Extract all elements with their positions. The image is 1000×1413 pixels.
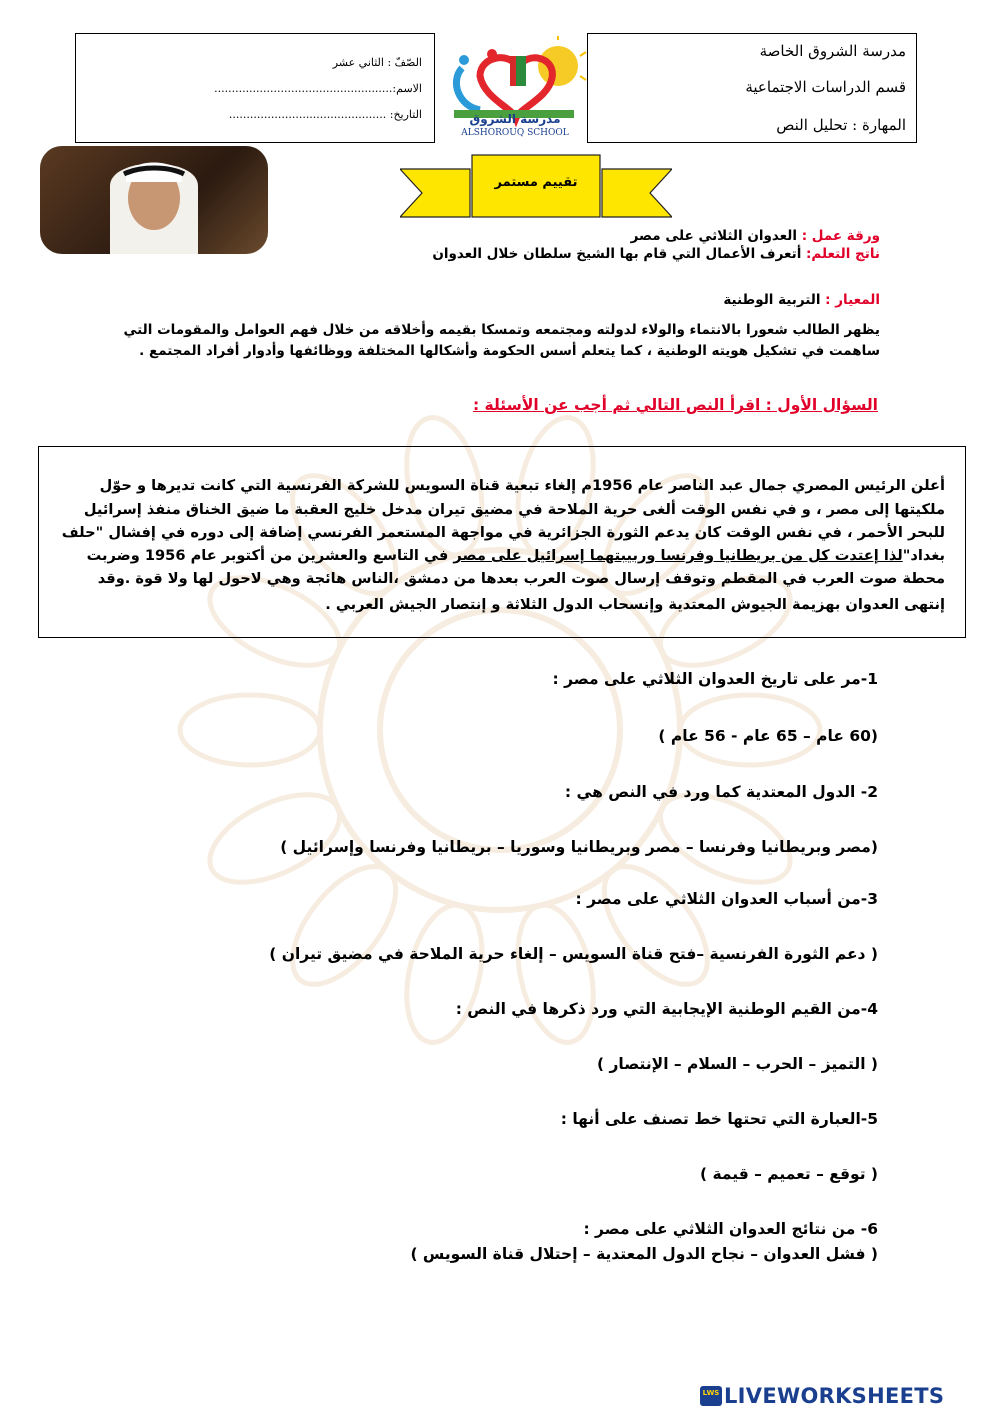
grade-label: الصّفّ : الثاني عشر <box>332 56 422 69</box>
reading-passage-box <box>38 446 966 638</box>
brand-badge: LWS <box>702 1389 720 1397</box>
liveworksheets-brand <box>700 1384 992 1408</box>
underlined-phrase: لذا إعتدت كل من بريطانيا وفرنسا وربيبتهما إسرائيل على مصر <box>453 547 903 564</box>
learning-outcome <box>320 246 880 262</box>
question-5-prompt: 5-العبارة التي تحتها خط تصنف على أنها : <box>560 1110 878 1128</box>
standard-label: المعيار : <box>825 292 880 308</box>
watermark-petal <box>506 898 605 1050</box>
brand-name: LIVEWORKSHEETS <box>724 1384 945 1408</box>
passage-line-2: ملكيتها إلى مصر ، و في نفس الوقت ألغى حرية الملاحة في مضيق تيران مدخل خليج العقبة ما ضيق الخناق منفذ إسرائيل <box>83 501 945 518</box>
watermark-petal <box>395 898 494 1050</box>
school-info-box <box>587 33 917 143</box>
question-1-prompt: 1-مر على تاريخ العدوان الثلاثي على مصر : <box>552 670 878 688</box>
worksheet-title-label: ورقة عمل : <box>801 228 880 244</box>
watermark-petal <box>180 695 320 765</box>
passage-line-5: محطة صوت العرب في المقطم وتوقف إرسال صوت العرب بعدها من دمشق ،الناس هائجة وهي لاحول لها ولا قوة .وقد <box>97 570 945 587</box>
question-1-options[interactable]: (60 عام – 65 عام - 56 عام ) <box>658 727 878 745</box>
logo-english-name: ALSHOROUQ SCHOOL <box>461 128 569 138</box>
standard-description-line-2: ساهمت في تشكيل هويته الوطنية ، كما يتعلم أسس الحكومة وأشكالها المختلفة ووظائفها وأدوار أفراد المجتمع . <box>139 343 880 359</box>
question-one-heading: السؤال الأول : اقرأ النص التالي ثم أجب عن الأسئلة : <box>472 396 878 414</box>
worksheet-title <box>320 228 880 244</box>
student-info-box <box>75 33 435 143</box>
passage-line-4 <box>45 545 945 568</box>
question-4-options[interactable]: ( التميز – الحرب – السلام – الإنتصار ) <box>597 1055 878 1073</box>
question-4-prompt: 4-من القيم الوطنية الإيجابية التي ورد ذكرها في النص : <box>455 1000 878 1018</box>
passage-line-1: أعلن الرئيس المصري جمال عبد الناصر عام 1956م إلغاء تبعية قناة السويس للشركة الفرنسية التي كانت تديرها و حوّل <box>99 477 945 494</box>
standard <box>280 292 880 308</box>
student-photo <box>40 146 268 254</box>
ribbon-label: تقييم مستمر <box>494 175 578 190</box>
question-5-options[interactable]: ( توقع – تعميم – قيمة ) <box>699 1165 878 1183</box>
standard-value: التربية الوطنية <box>723 292 826 308</box>
question-3-options[interactable]: ( دعم الثورة الفرنسية –فتح قناة السويس – إلغاء حرية الملاحة في مضيق تيران ) <box>269 945 878 963</box>
question-6-options[interactable]: ( فشل العدوان – نجاح الدول المعتدية – إحتلال قناة السويس ) <box>410 1245 878 1263</box>
learning-outcome-label: ناتج التعلم: <box>806 246 880 262</box>
question-2-options[interactable]: (مصر وبريطانيا وفرنسا – مصر وبريطانيا وسوريا – بريطانيا وفرنسا وإسرائيل ) <box>280 838 878 856</box>
portrait-image <box>40 146 268 254</box>
school-logo <box>440 36 590 142</box>
passage-line-6: إنتهى العدوان بهزيمة الجيوش المعتدية وإنسحاب الدول الثلاثة و إنتصار الجيش العربي . <box>325 596 945 613</box>
logo-arabic-name: مدرسة الشروق <box>469 112 561 126</box>
date-field[interactable]: التاريخ: ............................................. <box>228 108 422 121</box>
passage-line-4-start: بغداد" <box>902 547 945 564</box>
skill-name: المهارة : تحليل النص <box>776 116 906 134</box>
learning-outcome-value: أتعرف الأعمال التي قام بها الشيخ سلطان خلال العدوان <box>432 246 807 262</box>
name-field[interactable]: الاسم:................................................... <box>214 82 422 95</box>
passage-line-3: للبحر الأحمر ، في نفس الوقت كان يدعم الثورة الجزائرية في مواجهة المستعمر الفرنسي إضافة إلى دوره في إفشال "حلف <box>61 524 945 541</box>
question-3-prompt: 3-من أسباب العدوان الثلاثي على مصر : <box>575 890 878 908</box>
question-6-prompt: 6- من نتائج العدوان الثلاثي على مصر : <box>583 1220 878 1238</box>
department-name: قسم الدراسات الاجتماعية <box>745 78 906 96</box>
worksheet-title-value: العدوان الثلاثي على مصر <box>630 228 802 244</box>
school-logo-emblem <box>440 36 590 142</box>
passage-line-4-end: في التاسع والعشرين من أكتوبر عام 1956 وضربت <box>86 547 454 564</box>
school-name: مدرسة الشروق الخاصة <box>759 42 906 60</box>
question-2-prompt: 2- الدول المعتدية كما ورد في النص هي : <box>564 783 878 801</box>
assessment-ribbon <box>400 147 672 231</box>
standard-description-line-1: يظهر الطالب شعورا بالانتماء والولاء لدولته ومجتمعه وتمسكا بقيمه وأخلاقه من خلال فهم العوامل والمقومات التي <box>123 322 880 338</box>
